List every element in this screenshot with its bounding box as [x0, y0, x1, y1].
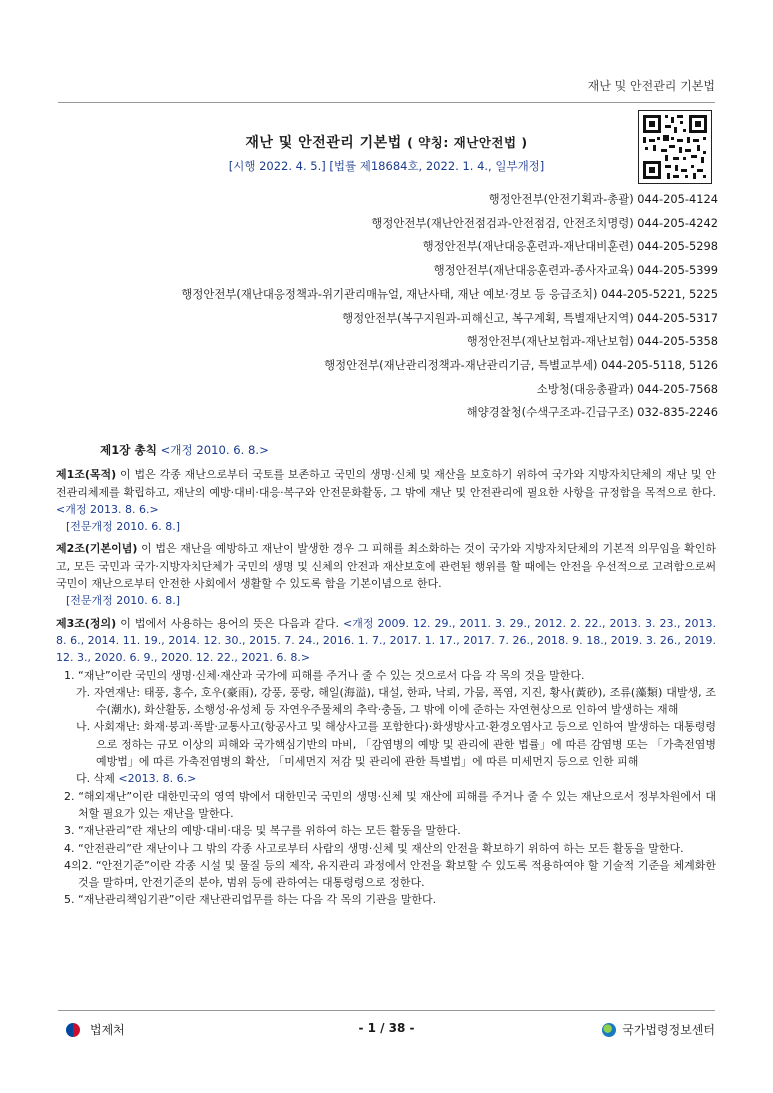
agency-contact: 해양경찰청(수색구조과-긴급구조) 032-835-2246	[466, 405, 718, 420]
article-heading[interactable]: 제3조(정의)	[56, 616, 117, 630]
definition-item: 5. “재난관리책임기관”이란 재난관리업무를 하는 다음 각 목의 기관을 말한다.	[64, 893, 437, 907]
article-heading[interactable]: 제1조(목적)	[56, 468, 117, 482]
agency-contact-list	[181, 188, 718, 425]
agency-contact: 소방청(대응총괄과) 044-205-7568	[536, 381, 718, 396]
chapter-label: 제1장 총칙	[100, 443, 157, 457]
agency-contact: 행정안전부(재난대응훈련과-재난대비훈련) 044-205-5298	[422, 239, 718, 254]
law-center-logo-icon	[602, 1023, 616, 1037]
agency-contact: 행정안전부(재난안전점검과-안전점검, 안전조치명령) 044-205-4242	[371, 215, 718, 230]
running-header	[58, 0, 715, 103]
agency-contact: 행정안전부(재난관리정책과-재난관리기금, 특별교부세) 044-205-5118, 5126	[324, 357, 718, 372]
agency-contact: 행정안전부(재난대응정책과-위기관리매뉴얼, 재난사태, 재난 예보·경보 등 응급조치) 044-205-5221, 5225	[181, 286, 718, 301]
law-title	[0, 132, 773, 152]
footer-right	[602, 1021, 715, 1038]
agency-contact: 행정안전부(안전기획과-총괄) 044-205-4124	[488, 192, 718, 206]
agency-contact: 행정안전부(재난보험과-재난보험) 044-205-5358	[466, 334, 718, 349]
law-abbreviation: ( 약칭: 재난안전법 )	[407, 135, 528, 150]
article-text: 이 법은 재난을 예방하고 재난이 발생한 경우 그 피해를 최소화하는 것이 국가와 지방자치단체의 기본적 의무임을 확인하고, 모든 국민과 국가·지방자치단체가 국민의 생명 및 신체의 안전과 재산보호에 관련된 행위를 할 때에는 안전을 우선적으로 고려함으로써 국민이 재난으로부터 안전한 사회에서 생활할 수 있도록 함을 기본이념으로 한다.	[56, 542, 716, 591]
chapter-heading	[100, 442, 716, 459]
law-name: 재난 및 안전관리 기본법	[245, 135, 402, 151]
article-1	[56, 466, 716, 535]
definition-item: 2. “해외재난”이란 대한민국의 영역 밖에서 대한민국 국민의 생명·신체 및 재산에 피해를 주거나 줄 수 있는 재난으로서 정부차원에서 대처할 필요가 있는 재난을 말한다.	[64, 789, 716, 820]
article-text: 이 법은 각종 재난으로부터 국토를 보존하고 국민의 생명·신체 및 재산을 보호하기 위하여 국가와 지방자치단체의 재난 및 안전관리체제를 확립하고, 재난의 예방·대비·대응·복구와 안전문화활동, 그 밖에 재난 및 안전관리에 필요한 사항을 규정함을 목적으로 한다.	[56, 468, 716, 499]
chapter-amend-note[interactable]: <개정 2010. 6. 8.>	[160, 443, 269, 457]
definition-subitem: 가. 자연재난: 태풍, 홍수, 호우(豪雨), 강풍, 풍랑, 해일(海溢), 대설, 한파, 낙뢰, 가뭄, 폭염, 지진, 황사(黃砂), 조류(藻類) 대발생, 조수(潮水), 화산활동, 소행성·유성체 등 자연우주물체의 추락·충돌, 그 밖에 이에 준하는 자연현상으로 인하여 발생하는 재해	[76, 685, 716, 717]
agency-contact: 행정안전부(복구지원과-피해신고, 복구계획, 특별재난지역) 044-205-5317	[342, 310, 718, 325]
definition-subitem: 나. 사회재난: 화재·붕괴·폭발·교통사고(항공사고 및 해상사고를 포함한다)·화생방사고·환경오염사고 등으로 인하여 발생하는 대통령령으로 정하는 규모 이상의 피해와 국가핵심기반의 마비, 「감염병의 예방 및 관리에 관한 법률」에 따른 감염병 또는 「가축전염병예방법」에 따른 가축전염병의 확산, 「미세먼지 저감 및 관리에 관한 특별법」에 따른 미세먼지 등으로 인한 피해	[76, 720, 716, 769]
page-number: - 1 / 38 -	[358, 1021, 415, 1035]
definition-subitem	[56, 770, 716, 787]
article-text: 이 법에서 사용하는 용어의 뜻은 다음과 같다.	[116, 616, 344, 630]
deleted-subitem: 다. 삭제	[76, 772, 119, 786]
definition-item: 4의2. “안전기준”이란 각종 시설 및 물질 등의 제작, 유지관리 과정에서 안전을 확보할 수 있도록 적용하여야 할 기술적 기준을 체계화한 것을 말하며, 안전기준의 분야, 범위 등에 관하여는 대통령령으로 정한다.	[64, 858, 716, 890]
definition-item: 3. “재난관리”란 재난의 예방·대비·대응 및 복구를 위하여 하는 모든 활동을 말한다.	[64, 824, 461, 838]
definition-item: 1. “재난”이란 국민의 생명·신체·재산과 국가에 피해를 주거나 줄 수 있는 것으로서 다음 각 목의 것을 말한다.	[64, 668, 585, 682]
footer-center-name: 국가법령정보센터	[622, 1023, 715, 1037]
footer-source: 법제처	[90, 1023, 125, 1037]
amend-note[interactable]: <개정 2009. 12. 29., 2011. 3. 29., 2012. 2. 22., 2013. 3. 23., 2013. 8. 6., 2014. 11. 19., 2014. 12. 30., 2015. 7. 24., 2016. 1. 7., 2017. 1. 17., 2017. 7. 26., 2018. 9. 18., 2019. 3. 26., 2019. 12. 3., 2020. 6. 9., 2020. 12. 22., 2021. 6. 8.>	[56, 616, 716, 665]
article-2	[56, 540, 716, 609]
page-footer	[58, 1010, 715, 1041]
amend-note[interactable]: <개정 2013. 8. 6.>	[56, 502, 159, 516]
full-revision-note: [전문개정 2010. 6. 8.]	[66, 520, 181, 534]
running-title: 재난 및 안전관리 기본법	[587, 79, 715, 93]
definition-item: 4. “안전관리”란 재난이나 그 밖의 각종 사고로부터 사람의 생명·신체 및 재산의 안전을 확보하기 위하여 하는 모든 활동을 말한다.	[64, 841, 684, 855]
full-revision-note: [전문개정 2010. 6. 8.]	[66, 594, 181, 608]
title-block	[0, 132, 773, 174]
enforcement-info: [시행 2022. 4. 5.] [법률 제18684호, 2022. 1. 4., 일부개정]	[228, 159, 545, 173]
article-3	[56, 615, 716, 909]
article-heading[interactable]: 제2조(기본이념)	[56, 542, 138, 556]
amend-note[interactable]: <2013. 8. 6.>	[118, 772, 197, 786]
agency-contact: 행정안전부(재난대응훈련과-종사자교육) 044-205-5399	[433, 263, 718, 278]
law-body	[56, 442, 716, 914]
